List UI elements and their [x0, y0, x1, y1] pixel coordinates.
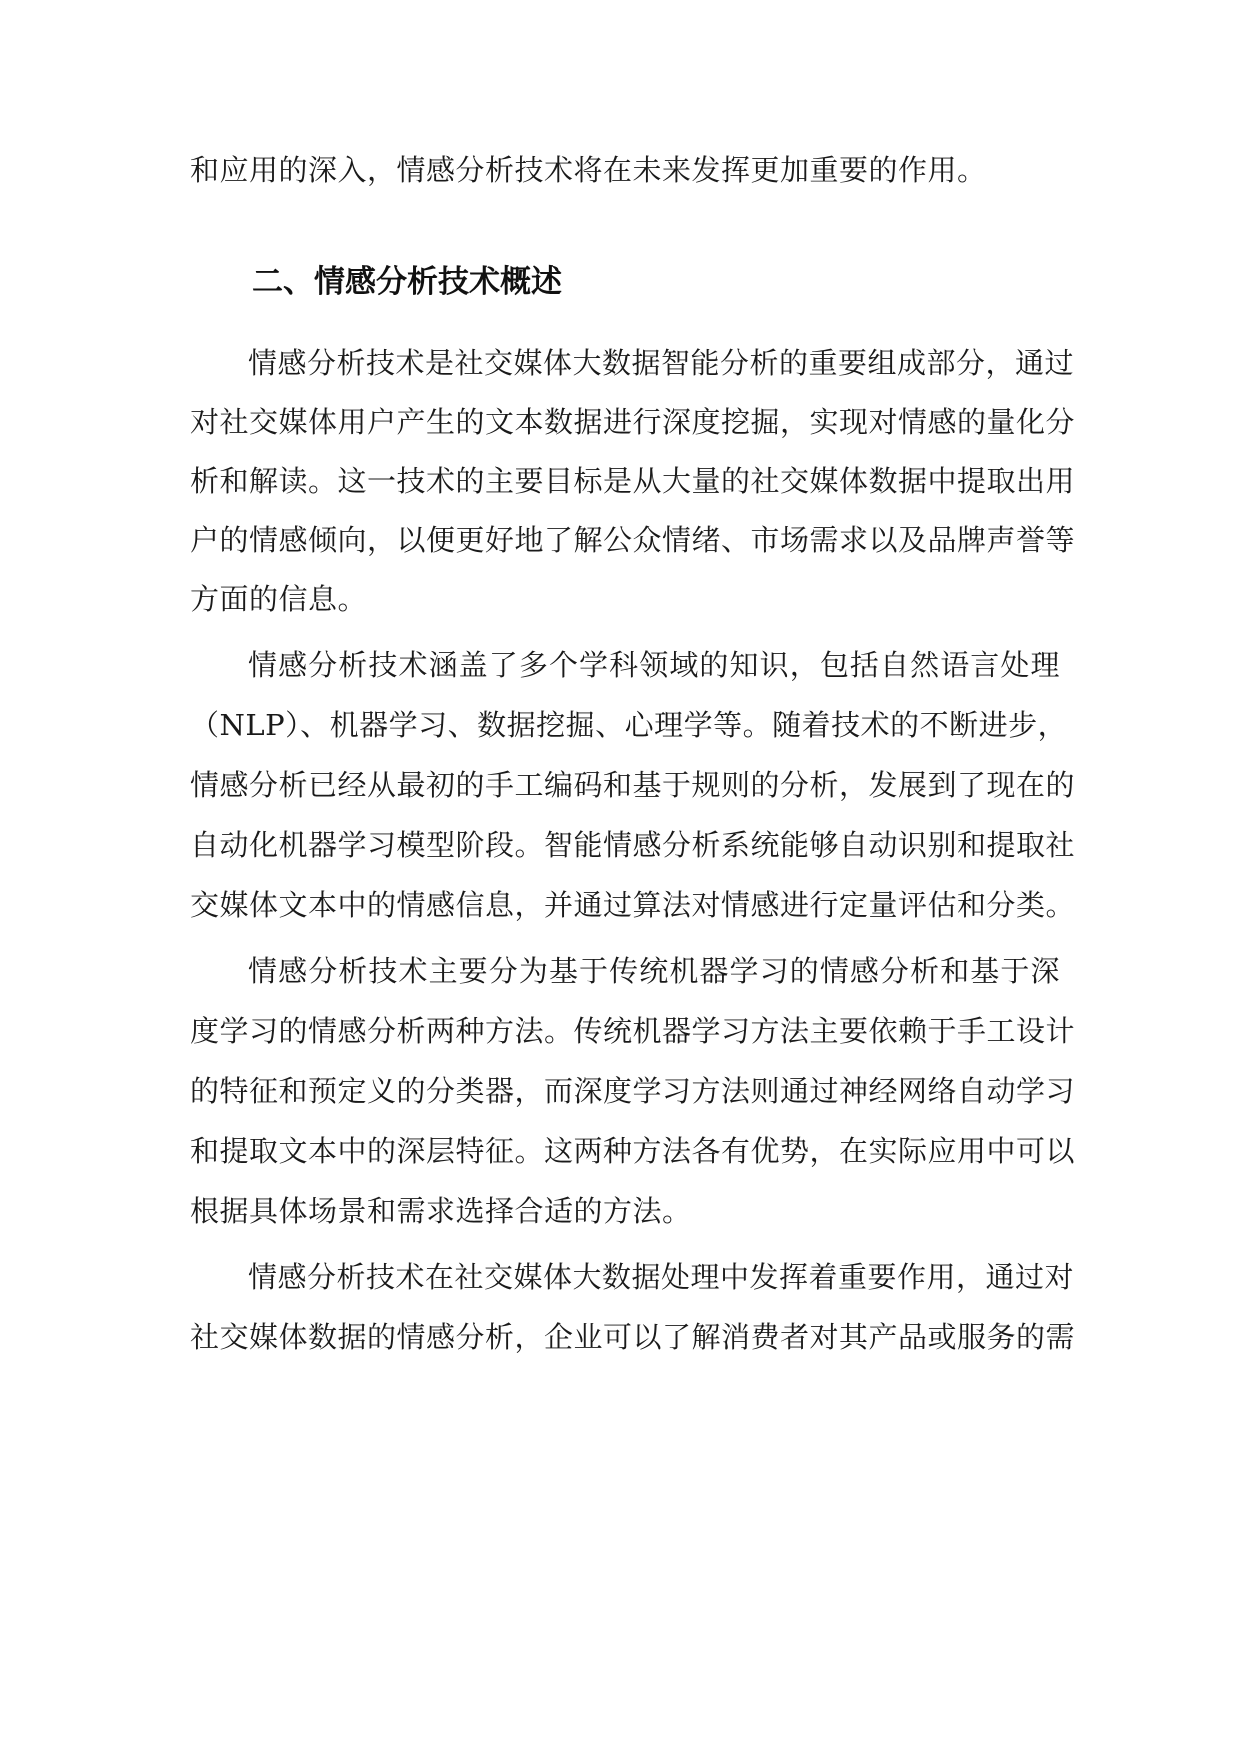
section-heading: 二、情感分析技术概述 — [252, 264, 562, 300]
paragraph-line: 自动化机器学习模型阶段。智能情感分析系统能够自动识别和提取社 — [190, 828, 1076, 862]
paragraph-line: 情感分析技术在社交媒体大数据处理中发挥着重要作用，通过对 — [248, 1260, 1075, 1294]
paragraph-line: 析和解读。这一技术的主要目标是从大量的社交媒体数据中提取出用 — [190, 464, 1076, 498]
paragraph-line: 社交媒体数据的情感分析，企业可以了解消费者对其产品或服务的需 — [190, 1320, 1076, 1354]
paragraph-line: 和应用的深入，情感分析技术将在未来发挥更加重要的作用。 — [190, 153, 987, 187]
paragraph-line: 情感分析已经从最初的手工编码和基于规则的分析，发展到了现在的 — [190, 768, 1076, 802]
paragraph-line: 对社交媒体用户产生的文本数据进行深度挖掘，实现对情感的量化分 — [190, 405, 1076, 439]
paragraph-line: 情感分析技术主要分为基于传统机器学习的情感分析和基于深 — [248, 954, 1060, 988]
paragraph-line: 和提取文本中的深层特征。这两种方法各有优势，在实际应用中可以 — [190, 1134, 1076, 1168]
paragraph-line: （NLP）、机器学习、数据挖掘、心理学等。随着技术的不断进步， — [190, 708, 1068, 742]
paragraph-line: 情感分析技术是社交媒体大数据智能分析的重要组成部分，通过 — [248, 346, 1075, 380]
paragraph-line: 方面的信息。 — [190, 582, 368, 616]
paragraph-line: 根据具体场景和需求选择合适的方法。 — [190, 1194, 692, 1228]
paragraph-line: 度学习的情感分析两种方法。传统机器学习方法主要依赖于手工设计 — [190, 1014, 1076, 1048]
paragraph-line: 情感分析技术涵盖了多个学科领域的知识，包括自然语言处理 — [248, 648, 1060, 682]
paragraph-line: 的特征和预定义的分类器，而深度学习方法则通过神经网络自动学习 — [190, 1074, 1076, 1108]
paragraph-line: 交媒体文本中的情感信息，并通过算法对情感进行定量评估和分类。 — [190, 888, 1076, 922]
paragraph-line: 户的情感倾向，以便更好地了解公众情绪、市场需求以及品牌声誉等 — [190, 523, 1076, 557]
